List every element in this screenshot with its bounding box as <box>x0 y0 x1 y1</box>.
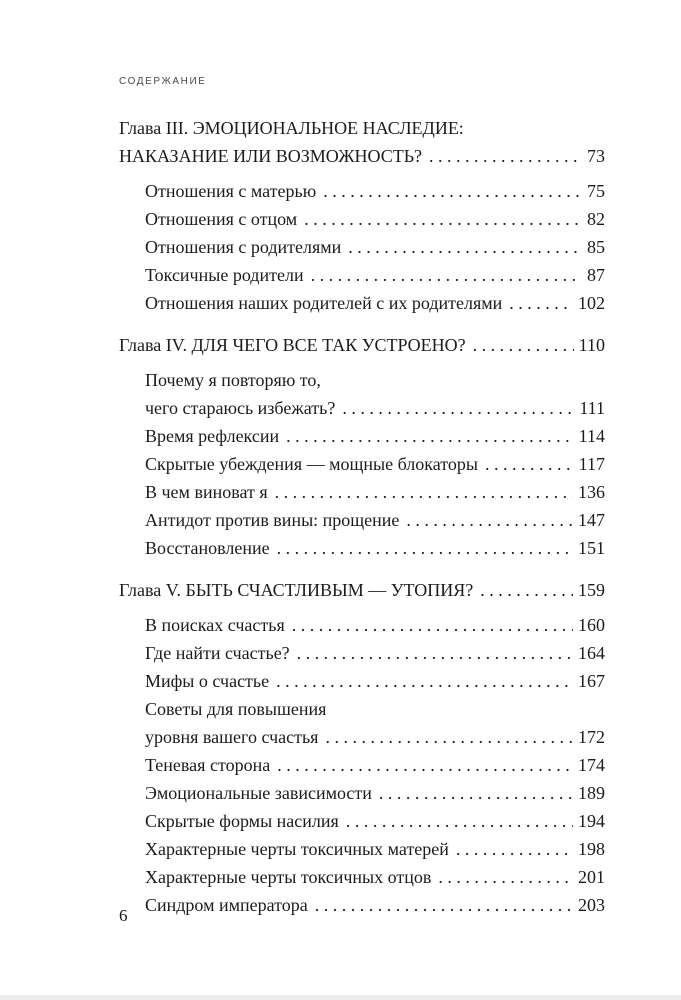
chapter-title-entry <box>119 576 605 604</box>
dot-leader <box>276 667 573 695</box>
chapter-items <box>119 366 605 562</box>
dot-leader <box>323 177 582 205</box>
chapter-items <box>119 177 605 317</box>
dot-leader <box>277 751 573 779</box>
toc-entry <box>145 891 605 919</box>
dot-leader <box>311 261 582 289</box>
dot-leader <box>315 891 573 919</box>
toc-entry-page: 102 <box>578 293 605 313</box>
toc-entry-line1: Почему я повторяю то, <box>145 370 321 390</box>
toc-entry-title: Скрытые убеждения — мощные блокаторы <box>145 454 478 474</box>
toc-entry-page: 160 <box>578 615 605 635</box>
toc-entry-page: 82 <box>587 209 605 229</box>
toc-entry <box>145 779 605 807</box>
toc-entry-title: Характерные черты токсичных матерей <box>145 839 449 859</box>
table-of-contents <box>119 114 605 919</box>
toc-entry <box>145 807 605 835</box>
toc-entry <box>145 667 605 695</box>
toc-entry-page: 147 <box>578 510 605 530</box>
chapter-title-entry <box>119 142 605 170</box>
toc-entry-page: 111 <box>579 398 605 418</box>
toc-entry <box>145 534 605 562</box>
dot-leader <box>438 863 573 891</box>
toc-entry-page: 85 <box>587 237 605 257</box>
dot-leader <box>297 639 573 667</box>
chapter-title-line1: Глава III. ЭМОЦИОНАЛЬНОЕ НАСЛЕДИЕ: <box>119 118 464 138</box>
dot-leader <box>292 611 573 639</box>
toc-entry-title: Токсичные родители <box>145 265 304 285</box>
toc-entry-title: Эмоциональные зависимости <box>145 783 372 803</box>
dot-leader <box>473 331 574 359</box>
dot-leader <box>325 723 573 751</box>
toc-entry-page: 167 <box>578 671 605 691</box>
chapter-title-line2: НАКАЗАНИЕ ИЛИ ВОЗМОЖНОСТЬ? <box>119 146 423 166</box>
dot-leader <box>342 394 574 422</box>
toc-section-chapter-3 <box>119 114 605 317</box>
toc-entry-page: 75 <box>587 181 605 201</box>
toc-section-chapter-4 <box>119 331 605 562</box>
dot-leader <box>485 450 574 478</box>
toc-entry <box>145 450 605 478</box>
chapter-title-entry <box>119 331 605 359</box>
toc-entry <box>145 835 605 863</box>
toc-entry-page: 151 <box>578 538 605 558</box>
toc-entry-page: 172 <box>578 727 605 747</box>
toc-entry-page: 114 <box>578 426 605 446</box>
toc-entry-page: 201 <box>578 867 605 887</box>
toc-entry <box>145 233 605 261</box>
toc-entry-page: 136 <box>578 482 605 502</box>
toc-entry-page: 164 <box>578 643 605 663</box>
toc-entry <box>145 863 605 891</box>
toc-entry-title: Где найти счастье? <box>145 643 290 663</box>
toc-entry-page: 198 <box>578 839 605 859</box>
toc-entry-title: Восстановление <box>145 538 270 558</box>
dot-leader <box>348 233 582 261</box>
toc-entry-title: Отношения с родителями <box>145 237 342 257</box>
dot-leader <box>277 534 573 562</box>
page-bottom-edge <box>0 995 681 1000</box>
chapter-items <box>119 611 605 919</box>
toc-entry-title: Время рефлексии <box>145 426 280 446</box>
toc-entry <box>145 751 605 779</box>
toc-entry <box>145 506 605 534</box>
toc-entry-title: Отношения с отцом <box>145 209 298 229</box>
page-number: 6 <box>119 906 128 925</box>
toc-entry-title: Отношения наших родителей с их родителями <box>145 293 503 313</box>
chapter-title-line1: Глава V. БЫТЬ СЧАСТЛИВЫМ — УТОПИЯ? <box>119 580 474 600</box>
toc-entry-title: Синдром императора <box>145 895 308 915</box>
toc-entry-title: Характерные черты токсичных отцов <box>145 867 432 887</box>
running-head: СОДЕРЖАНИЕ <box>119 76 207 87</box>
dot-leader <box>286 422 574 450</box>
toc-entry-title: чего стараюсь избежать? <box>145 398 336 418</box>
toc-entry-title: Теневая сторона <box>145 755 271 775</box>
toc-entry <box>145 611 605 639</box>
dot-leader <box>275 478 573 506</box>
dot-leader <box>346 807 573 835</box>
dot-leader <box>480 576 573 604</box>
toc-entry-title: Скрытые формы насилия <box>145 811 339 831</box>
dot-leader <box>379 779 573 807</box>
toc-entry <box>145 289 605 317</box>
toc-entry-page: 174 <box>578 755 605 775</box>
toc-entry-title: Отношения с матерью <box>145 181 317 201</box>
toc-entry-title: В чем виноват я <box>145 482 268 502</box>
chapter-page-number: 73 <box>587 146 605 166</box>
toc-entry-title: Мифы о счастье <box>145 671 270 691</box>
toc-entry-title: уровня вашего счастья <box>145 727 319 747</box>
chapter-title-line1: Глава IV. ДЛЯ ЧЕГО ВСЕ ТАК УСТРОЕНО? <box>119 335 466 355</box>
toc-entry <box>145 723 605 751</box>
dot-leader <box>509 289 573 317</box>
toc-entry <box>145 261 605 289</box>
toc-entry-page: 189 <box>578 783 605 803</box>
toc-entry <box>145 205 605 233</box>
toc-section-chapter-5 <box>119 576 605 919</box>
toc-entry <box>145 394 605 422</box>
toc-entry-page: 194 <box>578 811 605 831</box>
chapter-page-number: 159 <box>578 580 605 600</box>
toc-entry <box>145 177 605 205</box>
toc-entry-line1: Советы для повышения <box>145 699 327 719</box>
dot-leader <box>429 142 582 170</box>
dot-leader <box>406 506 573 534</box>
toc-entry-page: 87 <box>587 265 605 285</box>
toc-entry <box>145 422 605 450</box>
toc-entry-title: Антидот против вины: прощение <box>145 510 400 530</box>
dot-leader <box>456 835 573 863</box>
chapter-page-number: 110 <box>578 335 605 355</box>
toc-entry <box>145 639 605 667</box>
toc-entry-page: 117 <box>578 454 605 474</box>
toc-entry-title: В поисках счастья <box>145 615 285 635</box>
dot-leader <box>304 205 582 233</box>
toc-entry <box>145 478 605 506</box>
toc-entry-page: 203 <box>578 895 605 915</box>
